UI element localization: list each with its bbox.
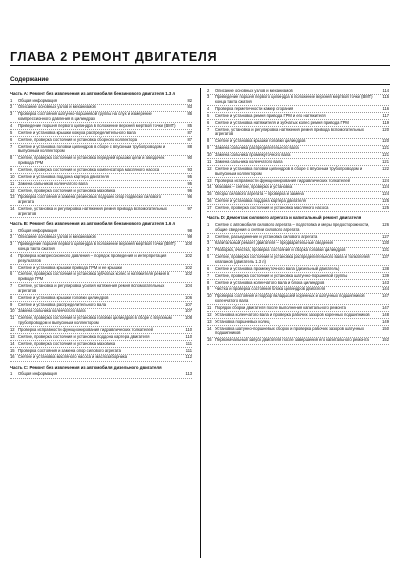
entry-title: Снятие и установка промежуточного вала (дизельный двигатель) xyxy=(215,265,340,271)
entry-number: 13 xyxy=(10,333,15,339)
entry-title: Снятие, проверка состояния и установка сборного коллектора xyxy=(18,136,137,142)
toc-left-column xyxy=(10,88,192,379)
entry-title: Замена сальника распределительного вала xyxy=(215,145,299,151)
entry-page: 110 xyxy=(185,326,192,332)
entry-page: 121 xyxy=(382,159,389,165)
entry-title: Снятие, установка и регулировка натяжения ремня привода вспомогательных агрегатов xyxy=(215,126,364,137)
entry-page: 107 xyxy=(185,301,192,307)
entry-page: 98 xyxy=(187,227,192,233)
entry-number: 7 xyxy=(10,143,13,149)
entry-title: Описание основных узлов и механизмов xyxy=(18,104,96,110)
entry-number: 9 xyxy=(207,286,210,292)
entry-number: 10 xyxy=(10,173,15,179)
entry-page: 117 xyxy=(382,112,389,118)
part-heading: Часть A: Ремонт без извлечения из автомобиля бензинового двигателя 1.3 л xyxy=(10,91,176,96)
entry-title: Установка шатунно-поршневых сборок и проверка рабочих зазоров шатунных подшипников xyxy=(215,325,365,336)
entry-number: 12 xyxy=(207,165,212,171)
entry-number: 12 xyxy=(207,311,212,317)
entry-title: Снятие и установка головки цилиндров в сборе с впускным трубопроводом и выпускным коллектором xyxy=(18,143,166,154)
entry-number: 7 xyxy=(207,126,210,132)
toc-entry xyxy=(10,195,192,207)
entry-title: Проверка компрессионного давления – порядок проведения и интерпретация результатов xyxy=(18,252,167,263)
entry-number: 14 xyxy=(207,325,212,331)
entry-title: Проверка состояния и подбор вкладышей коренных и шатунных подшипников коленчатого вала xyxy=(215,293,365,304)
entry-number: 15 xyxy=(207,337,212,343)
entry-page: 88 xyxy=(187,143,192,149)
entry-page: 127 xyxy=(382,233,389,239)
entry-page: 121 xyxy=(382,145,389,151)
entry-number: 6 xyxy=(207,265,210,271)
entry-page: 119 xyxy=(382,119,389,125)
entry-title: Замена сальников коленчатого вала xyxy=(18,180,88,186)
toc-entry xyxy=(10,174,192,181)
entry-number: 3 xyxy=(207,240,210,246)
entry-page: 124 xyxy=(382,191,389,197)
entry-title: Проверка исправности функционирования гидравлических толкателей xyxy=(18,326,153,332)
entry-title: Снятие и установка коленчатого вала и блока цилиндров xyxy=(215,279,325,285)
entry-title: Проверка исправности функционирования гидравлических толкателей xyxy=(215,177,350,183)
toc-entry xyxy=(10,253,192,265)
entry-page: 85 xyxy=(187,122,192,128)
entry-page: 144 xyxy=(382,286,389,292)
toc-entry xyxy=(10,295,192,302)
toc-entry xyxy=(207,326,389,338)
toc-entry xyxy=(207,255,389,267)
entry-page: 100 xyxy=(185,241,192,247)
entry-page: 87 xyxy=(187,129,192,135)
entry-page: 148 xyxy=(382,311,389,317)
toc-entry xyxy=(207,205,389,212)
entry-number: 2 xyxy=(207,233,210,239)
entry-number: 2 xyxy=(207,87,210,93)
chapter-title: ГЛАВА 2 РЕМОНТ ДВИГАТЕЛЯ xyxy=(10,50,390,66)
entry-title: Снятие, проверка состояния и установка маховика xyxy=(18,340,116,346)
entry-title: Общая информация xyxy=(18,371,57,377)
entry-page: 115 xyxy=(382,94,389,100)
toc-entry xyxy=(207,222,389,234)
toc-entry xyxy=(10,112,192,124)
entry-page: 110 xyxy=(185,333,192,339)
entry-page: 108 xyxy=(185,315,192,321)
entry-page: 121 xyxy=(382,152,389,158)
entry-page: 125 xyxy=(382,198,389,204)
toc-entry xyxy=(10,372,192,379)
toc-entry xyxy=(207,127,389,139)
entry-title: Снятие и установка ремня привода ГРМ и его натяжителя xyxy=(215,112,326,118)
entry-number: 13 xyxy=(207,318,212,324)
entry-number: 5 xyxy=(10,129,13,135)
toc-entry xyxy=(207,338,389,345)
entry-title: Чистка и проверка состояния блока цилиндров двигателя xyxy=(215,286,326,292)
entry-title: Снятие, проверка состояния и установка головки цилиндров в сборе с впускным трубопроводом и выпускным коллектором xyxy=(18,315,172,325)
entry-title: Общая информация xyxy=(18,227,57,233)
entry-number: 4 xyxy=(207,106,210,112)
toc-entry xyxy=(207,319,389,326)
divider xyxy=(10,84,390,85)
entry-title: Приведение поршня первого цилиндра в положение верхней мертвой точки (ВМТ) конца такта сжатия xyxy=(18,241,176,252)
toc-entry xyxy=(10,341,192,348)
entry-page: 83 xyxy=(187,104,192,110)
entry-title: Установка коленчатого вала и проверка рабочих зазоров коренных подшипников xyxy=(215,311,370,317)
entry-title: Описание основных узлов и механизмов xyxy=(215,87,293,93)
entry-number: 13 xyxy=(207,177,212,183)
entry-page: 97 xyxy=(187,205,192,211)
entry-title: Общая информация xyxy=(18,97,57,103)
entry-page: 90 xyxy=(187,155,192,161)
entry-title: Снятие и установка поддона картера двигателя xyxy=(18,173,109,179)
entry-title: Капитальный ремонт двигателя – предварительные сведения xyxy=(215,240,333,246)
entry-number: 10 xyxy=(10,308,15,314)
toc-entry xyxy=(10,355,192,362)
entry-number: 4 xyxy=(10,122,13,128)
entry-number: 8 xyxy=(10,155,13,161)
entry-number: 4 xyxy=(10,252,13,258)
entry-title: Снятие и установка крышки головки цилиндров xyxy=(215,138,306,144)
entry-title: Снятие и установка распределительного вала xyxy=(18,301,106,307)
entry-title: Снятие и установка крышки кожуха распределительного вала xyxy=(18,129,136,135)
entry-number: 9 xyxy=(10,301,13,307)
entry-title: Приведение поршня первого цилиндра в положение верхней мертвой точки (ВМТ) xyxy=(18,122,176,128)
entry-page: 96 xyxy=(187,194,192,200)
entry-number: 1 xyxy=(207,221,210,227)
entry-number: 8 xyxy=(10,294,13,300)
entry-page: 113 xyxy=(185,371,192,377)
entry-number: 8 xyxy=(207,138,210,144)
entry-title: Снятие, проверка состояния и установка компенсатора масляного насоса xyxy=(18,166,160,172)
entry-page: 122 xyxy=(382,165,389,171)
entry-title: Снятие, проверка состояния и установка масляного насоса xyxy=(215,205,329,211)
entry-number: 4 xyxy=(207,247,210,253)
entry-number: 14 xyxy=(10,205,15,211)
entry-title: Разборка, очистка, проверка состояния и сборка головки цилиндров xyxy=(215,247,346,253)
entry-number: 14 xyxy=(10,340,15,346)
toc-entry xyxy=(207,95,389,107)
entry-title: Замена сальника коленчатого вала xyxy=(215,159,283,165)
entry-page: 95 xyxy=(187,173,192,179)
entry-title: Снятие, проверка состояния и установка передней крышки цепи и звездочек привода ГРМ xyxy=(18,155,165,165)
toc-entry xyxy=(207,294,389,306)
entry-page: 106 xyxy=(185,294,192,300)
entry-title: Замена сальника коленчатого вала xyxy=(18,308,86,314)
entry-page: 107 xyxy=(185,308,192,314)
entry-number: 15 xyxy=(207,191,212,197)
entry-number: 5 xyxy=(207,254,210,260)
entry-number: 6 xyxy=(207,119,210,125)
entry-page: 125 xyxy=(382,205,389,211)
entry-page: 143 xyxy=(382,279,389,285)
entry-number: 10 xyxy=(207,293,212,299)
entry-page: 111 xyxy=(185,340,192,346)
entry-number: 16 xyxy=(207,198,212,204)
entry-page: 124 xyxy=(382,184,389,190)
toc-entry xyxy=(10,181,192,188)
toc-entry xyxy=(207,273,389,280)
entry-number: 7 xyxy=(10,283,13,289)
toc-entry xyxy=(10,206,192,218)
entry-page: 139 xyxy=(382,272,389,278)
toc-entry xyxy=(10,242,192,254)
entry-page: 137 xyxy=(382,254,389,260)
entry-number: 11 xyxy=(10,315,15,321)
entry-title: Проверка состояния и замена опор силового агрегата xyxy=(18,347,121,353)
toc-entry xyxy=(10,283,192,295)
entry-number: 10 xyxy=(207,152,212,158)
entry-number: 6 xyxy=(10,271,13,277)
entry-title: Снятие и установка крышки головки цилиндров xyxy=(18,294,109,300)
entry-number: 2 xyxy=(10,104,13,110)
entry-title: Проверка герметичности камер сгорания xyxy=(215,106,294,112)
entry-page: 112 xyxy=(185,354,192,360)
entry-number: 12 xyxy=(10,326,15,332)
entry-number: 13 xyxy=(10,194,15,200)
entry-number: 6 xyxy=(10,136,13,142)
entry-number: 5 xyxy=(207,112,210,118)
entry-page: 147 xyxy=(382,293,389,299)
entry-number: 5 xyxy=(10,264,13,270)
entry-page: 130 xyxy=(382,240,389,246)
entry-page: 93 xyxy=(187,166,192,172)
entry-title: Приведение поршня первого цилиндра в положение верхней мертвой точки (ВМТ) конца такта сжатия xyxy=(215,94,373,105)
entry-number: 1 xyxy=(10,227,13,233)
entry-number: 3 xyxy=(10,241,13,247)
entry-number: 15 xyxy=(10,347,15,353)
entry-title: Снятие, проверка состояния и установка шатунно-поршневой группы xyxy=(215,272,348,278)
entry-page: 102 xyxy=(185,271,192,277)
entry-number: 1 xyxy=(10,97,13,103)
contents-heading: Содержание xyxy=(10,76,49,83)
entry-page: 104 xyxy=(185,283,192,289)
entry-number: 11 xyxy=(207,304,212,310)
entry-page: 116 xyxy=(382,106,389,112)
entry-title: Снятие, установка и регулировка усилия натяжения ремня вспомогательных агрегатов xyxy=(18,283,165,293)
entry-page: 87 xyxy=(187,136,192,142)
entry-number: 3 xyxy=(10,111,13,117)
toc-entry xyxy=(10,137,192,144)
part-heading: Часть B: Ремонт без извлечения из автомобиля бензинового двигателя 1.6 л xyxy=(10,220,176,226)
entry-title: Снятие, проверка состояния и установка маховика xyxy=(18,187,116,193)
entry-number: 16 xyxy=(10,354,15,360)
entry-title: Снятие и установка натяжителя и зубчатых колес ремня привода ГРМ xyxy=(215,119,349,125)
entry-title: Снятие и установка масляного насоса и маслозаборника xyxy=(18,354,128,360)
entry-title: Проверка состояния шатунно-поршневой группы на слух и измерение компрессионного давления в цилиндрах xyxy=(18,111,152,122)
entry-title: Маховик – снятие, проверка и установка xyxy=(215,184,293,190)
entry-page: 95 xyxy=(187,180,192,186)
entry-title: Снятие с автомобиля силового агрегата – подготовка и меры предосторожности, общие сведения о снятии силового агрегата xyxy=(215,221,370,232)
entry-number: 1 xyxy=(10,371,13,377)
entry-page: 147 xyxy=(382,304,389,310)
entry-title: Проверка состояния и замена резиновых подушек опор подвески силового агрегата xyxy=(18,194,162,205)
entry-title: Снятие и установка поддона картера двигателя xyxy=(215,198,306,204)
toc-entry xyxy=(10,272,192,284)
entry-page: 102 xyxy=(185,264,192,270)
entry-number: 17 xyxy=(207,205,212,211)
entry-title: Замена сальника промежуточного вала xyxy=(215,152,291,158)
entry-page: 126 xyxy=(382,221,389,227)
part-heading: Часть C: Ремонт без извлечения из автомобиля дизельного двигателя xyxy=(10,364,162,370)
entry-title: Порядок сборки двигателя после выполнения капитального ремонта xyxy=(215,304,346,310)
entry-title: Снятие, проверка состояния и установка распределительного вала и толкателей клапанов (двигатель 1.3 л) xyxy=(215,254,370,264)
entry-title: Описание основных узлов и механизмов xyxy=(18,234,96,240)
entry-page: 131 xyxy=(382,247,389,253)
part-heading: Часть D: Демонтаж силового агрегата и капитальный ремонт двигателя xyxy=(207,215,362,221)
column-divider xyxy=(200,88,201,558)
entry-page: 138 xyxy=(382,265,389,271)
entry-title: Первоначальный запуск двигателя после завершения его капитального ремонта xyxy=(215,337,369,343)
entry-number: 2 xyxy=(10,234,13,240)
entry-number: 8 xyxy=(207,279,210,285)
toc-entry xyxy=(207,166,389,178)
toc-entry xyxy=(10,316,192,328)
entry-number: 3 xyxy=(207,94,210,100)
entry-page: 120 xyxy=(382,138,389,144)
toc-entry xyxy=(10,156,192,168)
toc-entry xyxy=(10,144,192,156)
entry-number: 9 xyxy=(207,145,210,151)
entry-number: 9 xyxy=(10,166,13,172)
entry-title: Снятие, проверка состояния и установка зубчатых колес и натяжителя ремня в приводе ГРМ xyxy=(18,271,170,282)
entry-title: Снятие и установка крышки привода ГРМ и ее крышки xyxy=(18,264,122,270)
entry-page: 152 xyxy=(382,337,389,343)
entry-title: Снятие и установка головки цилиндров в сборе с впускным трубопроводом и выпускным коллектором xyxy=(215,165,363,176)
entry-title: Снятие, установка и регулировка натяжения ремня привода вспомогательных агрегатов xyxy=(18,205,167,216)
entry-page: 120 xyxy=(382,126,389,132)
entry-number: 12 xyxy=(10,187,15,193)
entry-page: 96 xyxy=(187,187,192,193)
entry-number: 14 xyxy=(207,184,212,190)
entry-page: 102 xyxy=(185,252,192,258)
entry-page: 82 xyxy=(187,97,192,103)
entry-title: Установка поршневых колец xyxy=(215,318,270,324)
entry-page: 114 xyxy=(382,87,389,93)
toc-right-column xyxy=(207,88,389,345)
entry-title: Опоры силового агрегата – проверка и замена xyxy=(215,191,304,197)
entry-title: Снятие, проверка состояния и установка поддона картера двигателя xyxy=(18,333,150,339)
entry-number: 7 xyxy=(207,272,210,278)
entry-page: 124 xyxy=(382,177,389,183)
entry-number: 11 xyxy=(207,159,212,165)
entry-page: 85 xyxy=(187,111,192,117)
entry-page: 149 xyxy=(382,318,389,324)
entry-page: 150 xyxy=(382,325,389,331)
entry-page: 111 xyxy=(185,347,192,353)
entry-page: 99 xyxy=(187,234,192,240)
entry-number: 11 xyxy=(10,180,15,186)
entry-title: Снятие, разъединение и установка силового агрегата xyxy=(215,233,318,239)
